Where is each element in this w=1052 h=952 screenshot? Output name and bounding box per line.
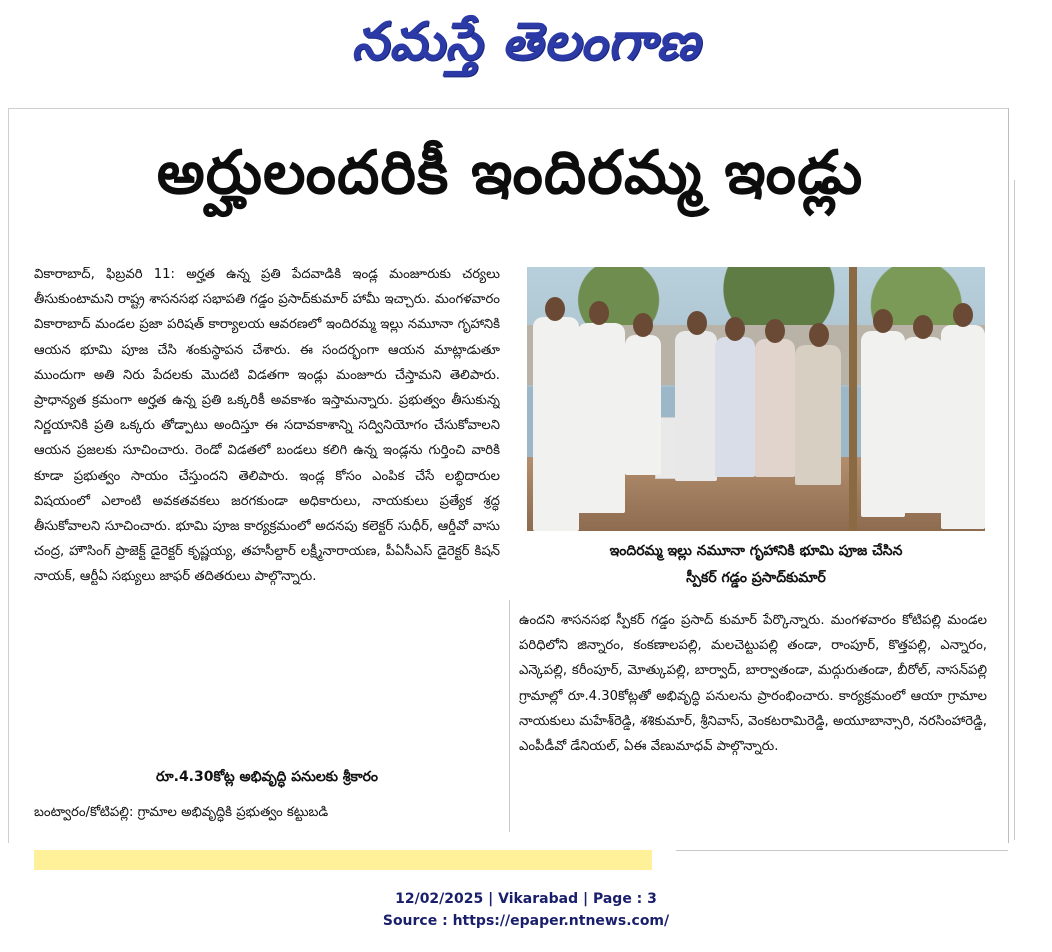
photo-person-head <box>873 309 893 333</box>
next-article-yellow-band <box>34 850 652 870</box>
photo-person-head <box>725 317 745 341</box>
photo-person-head <box>545 297 565 321</box>
bottom-rule <box>676 850 1008 851</box>
column-divider <box>509 600 510 832</box>
clipping-border-top <box>8 108 1008 109</box>
photo-person-head <box>809 323 829 347</box>
photo-person <box>715 337 755 477</box>
masthead-title: నమస్తే తెలంగాణ <box>351 11 701 72</box>
article-body-left-column <box>34 262 500 822</box>
photo-person-head <box>953 303 973 327</box>
photo-person-head <box>765 319 785 343</box>
article-headline: అర్హులందరికీ ఇందిరమ్మ ఇండ్లు <box>156 138 864 208</box>
footer-date-edition-page: 12/02/2025 | Vikarabad | Page : 3 <box>395 891 657 907</box>
footer-source-link[interactable]: Source : https://epaper.ntnews.com/ <box>382 913 670 929</box>
photo-person-head <box>589 301 609 325</box>
clipping-border-right <box>1008 108 1009 843</box>
photo-wooden-pole <box>849 267 857 531</box>
photo-caption-line-2: స్పీకర్ గడ్డం ప్రసాద్‌కుమార్ <box>686 570 826 586</box>
photo-caption-line-1: ఇందిరమ్మ ఇల్లు నమూనా గృహానికి భూమి పూజ చేసిన <box>609 543 903 559</box>
photo-person <box>861 331 905 517</box>
clipping-border-left <box>8 108 9 843</box>
photo-person <box>625 335 661 475</box>
article-body-right-column <box>519 608 987 832</box>
photo-person <box>533 317 579 531</box>
article-body-right-text: ఉందని శాసనసభ స్పీకర్ గడ్డం ప్రసాద్ కుమార్ పేర్కొన్నారు. మంగళవారం కోటిపల్లి మండల పరిధిలోని జిన్నారం, కంకణాలపల్లి, మలచెట్టుపల్లి తండా, రాంపూర్, కొత్తపల్లి, ఎన్నారం, ఎన్కెపల్లి, కరీంపూర్, మోత్కుపల్లి, బార్వాద్, బార్వాతండా, మద్గురుతండా, బీరోల్, నాసన్‌పల్లి గ్రామాల్లో రూ.4.30కోట్లతో అభివృద్ధి పనులను ప్రారంభించారు. కార్యక్రమంలో ఆయా గ్రామాల నాయకులు మహేశ్‌రెడ్డి, శశికుమార్, శ్రీనివాస్, వెంకటరామిరెడ్డి, అయూబాన్సారి, నరసింహారెడ్డి, ఎంపీడీవో డేనియల్, ఏఈ వేణుమాధవ్ పాల్గొన్నారు. <box>519 613 987 755</box>
page-footer <box>0 888 1052 932</box>
photo-person <box>755 339 795 477</box>
photo-caption <box>527 538 985 592</box>
article-subheadline: రూ.4.30కోట్ల అభివృద్ధి పనులకు శ్రీకారం <box>155 769 379 785</box>
photo-person <box>903 337 943 513</box>
photo-person <box>577 323 625 513</box>
photo-person <box>675 331 717 481</box>
article-body-left-text: వికారాబాద్, ఫిబ్రవరి 11: అర్హత ఉన్న ప్రతి పేదవాడికి ఇండ్ల మంజూరుకు చర్యలు తీసుకుంటామని రాష్ట్ర శాసనసభ సభాపతి గడ్డం ప్రసాద్‌కుమార్ హామీ ఇచ్చారు. మంగళవారం వికారాబాద్ మండల ప్రజా పరిషత్ కార్యాలయ ఆవరణలో ఇందిరమ్మ ఇల్లు నమూనా గృహానికి ఆయన భూమి పూజ చేసి శంకుస్థాపన చేశారు. ఈ సందర్భంగా ఆయన మాట్లాడుతూ ముందుగా అతి నిరు పేదలకు మొదటి విడతగా ఇండ్లు మంజూరు చేస్తామని తెలిపారు. ప్రాధాన్యత క్రమంగా అర్హత ఉన్న ప్రతి ఒక్కరికీ అవకాశం ఇస్తామన్నారు. ప్రభుత్వం తీసుకున్న నిర్ణయానికి ప్రతి ఒక్కరు తోడ్పాటు అందిస్తూ ఈ సదావకాశాన్ని సద్వినియోగం చేసుకోవాలని ఆయన ప్రజలకు సూచించారు. రెండో విడతలో బండలు కలిగి ఉన్న ఇండ్లను గుర్తించి వారికి కూడా ప్రభుత్వం సాయం చేస్తుందని తెలిపారు. ఇండ్ల కోసం ఎంపిక చేసే లబ్ధిదారుల విషయంలో ఎలాంటి అవకతవకలు జరగకుండా అధికారులు, నాయకులు ప్రత్యేక శ్రద్ధ తీసుకోవాలని సూచించారు. భూమి పూజ కార్యక్రమంలో అదనపు కలెక్టర్ సుధీర్, ఆర్డీవో వాసు చంద్ర, హౌసింగ్ ప్రాజెక్ట్ డైరెక్టర్ కృష్ణయ్య, తహసీల్దార్ లక్ష్మీనారాయణ, పీఏసీఎస్ డైరెక్టర్ కిషన్ నాయక్, ఆర్టీఏ సభ్యులు జాఫర్ తదితరులు పాల్గొన్నారు. <box>34 267 500 585</box>
newspaper-masthead <box>0 4 1052 84</box>
photo-person <box>941 325 985 529</box>
news-photo-bhoomi-puja <box>527 267 985 531</box>
photo-person <box>795 345 841 485</box>
adjacent-article-edge <box>1014 180 1052 840</box>
photo-person-head <box>687 311 707 335</box>
photo-person-head <box>633 313 653 337</box>
second-story-opening: బంట్వారం/కోటిపల్లి: గ్రామాల అభివృద్ధికి ప్రభుత్వం కట్టుబడి <box>34 805 329 820</box>
photo-person-head <box>913 315 933 339</box>
